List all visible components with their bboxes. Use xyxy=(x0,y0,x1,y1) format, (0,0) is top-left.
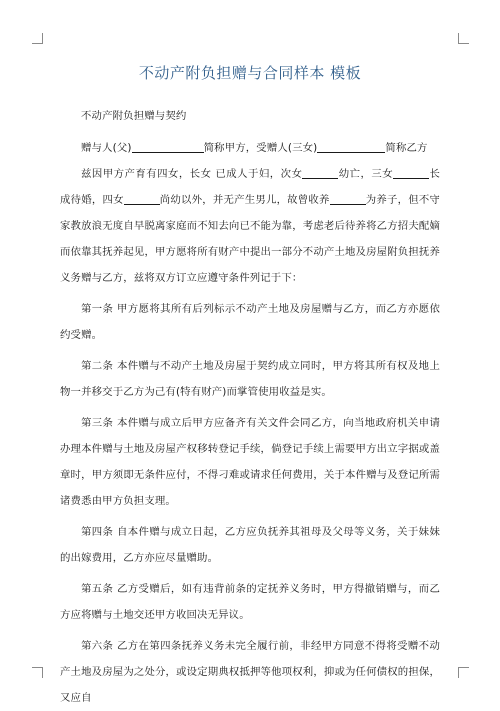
article-5: 第五条 乙方受赠后，如有违背前条的定抚养义务时，甲方得撤销赠与，而乙方应将赠与土地交还甲方收回决无异议。 xyxy=(60,583,440,621)
document-body xyxy=(60,103,440,711)
article-1: 第一条 甲方愿将其所有后列标示不动产土地及房屋赠与乙方，而乙方亦愿依约受赠。 xyxy=(60,303,440,341)
intro-text: 长成待婚，四女 xyxy=(60,168,441,206)
blank-line xyxy=(393,166,429,179)
intro-text: 幼亡，三女 xyxy=(338,168,394,180)
page-corner-mark xyxy=(458,667,469,678)
intro-text: 尚幼以外，并无产生男儿，故曾收养 xyxy=(159,194,330,206)
article-6: 第六条 乙方在第四条抚养义务未完全履行前，非经甲方同意不得将受赠不动产土地及房屋为之处分，或设定期典权抵押等他项权利，抑或为任何债权的担保，又应自 xyxy=(60,640,440,704)
document-title: 不动产附负担赠与合同样本 模板 xyxy=(138,64,362,82)
blank-line xyxy=(132,140,204,153)
page-corner-mark xyxy=(32,667,43,678)
blank-line xyxy=(124,192,160,205)
intro-paragraph xyxy=(60,161,440,291)
party-b: 简称甲方，受赠人(三女) xyxy=(203,142,318,154)
intro-text: 兹因甲方产育有四女，长女 已成人于妇，次女 xyxy=(81,168,303,180)
article-4: 第四条 自本件赠与成立日起，乙方应负抚养其祖母及父母等义务，关于妹妹的出嫁费用，乙方亦应尽量赠助。 xyxy=(60,526,440,564)
blank-line xyxy=(302,166,338,179)
blank-line xyxy=(317,140,385,153)
article-2: 第二条 本件赠与不动产土地及房屋于契约成立同时，甲方将其所有权及地上物一并移交于乙方为己有(特有财产)而掌管使用收益是实。 xyxy=(60,360,440,398)
page-corner-mark xyxy=(458,33,469,44)
blank-line xyxy=(330,192,366,205)
page-corner-mark xyxy=(32,33,43,44)
parties-line xyxy=(60,135,440,161)
article-3: 第三条 本件赠与成立后甲方应备齐有关文件会同乙方，向当地政府机关申请办理本件赠与土地及房屋产权移转登记手续，倘登记手续上需要甲方出立字据或盖章时，甲方须即无条件应付，不得刁难或请求任何费用，关于本件赠与及登记所需诸费悉由甲方负担支理。 xyxy=(60,417,440,507)
intro-text: 为养子，但不守家教放浪无度自早脱离家庭而不知去向已不能为靠，考虑老后待养将乙方招夫配嫡而依靠其抚养起见，甲方愿将所有财产中提出一部分不动产土地及房屋附负担抚养义务赠与乙方，兹将双方订立应遵守条件列记于下： xyxy=(60,194,440,284)
party-a: 赠与人(父) xyxy=(81,142,132,154)
contract-subtitle: 不动产附负担赠与契约 xyxy=(81,110,187,122)
party-c: 简称乙方 xyxy=(385,142,428,154)
